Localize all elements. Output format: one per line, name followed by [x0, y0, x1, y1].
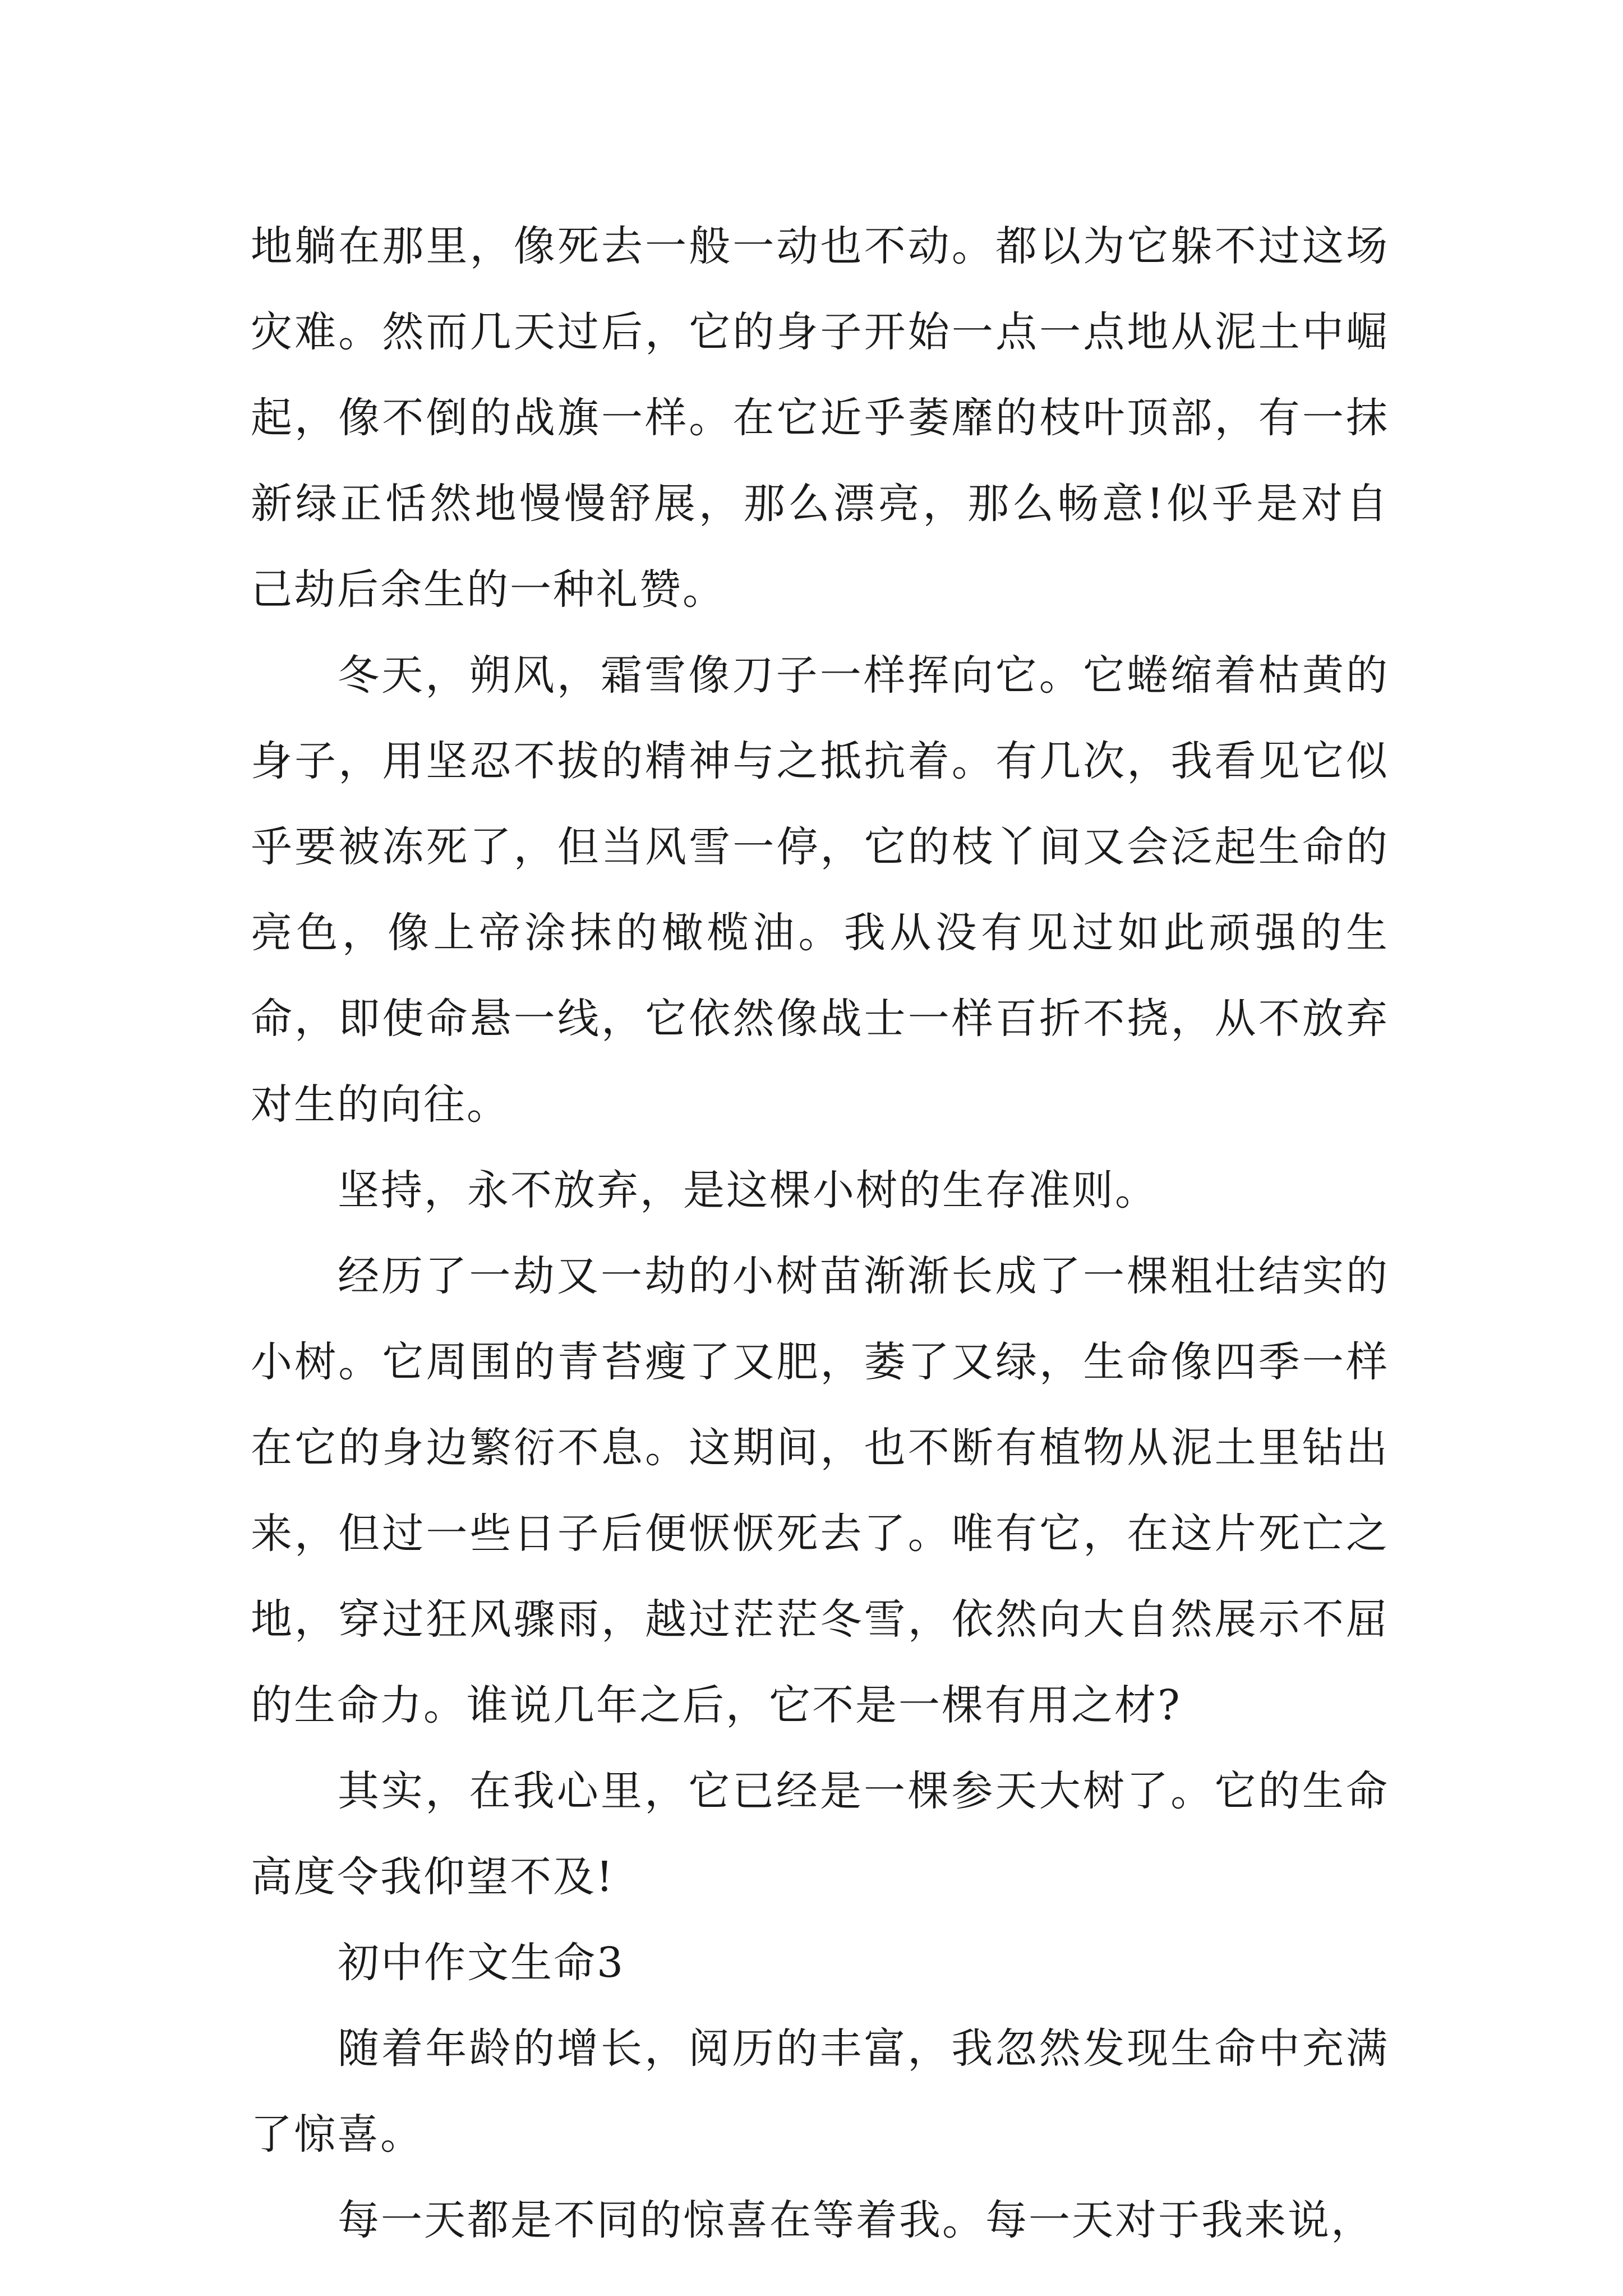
- paragraph: 每一天都是不同的惊喜在等着我。每一天对于我来说，: [338, 2196, 1374, 2244]
- section-heading: 初中作文生命3: [338, 1939, 625, 1987]
- paragraph: 经历了一劫又一劫的小树苗渐渐长成了一棵粗壮结实的小树。它周围的青苔瘦了又肥，萎了又绿，生命像四季一样在它的身边繁衍不息。这期间，也不断有植物从泥土里钻出来，但过一些日子后便恹恹死去了。唯有它，在这片死亡之地，穿过狂风骤雨，越过茫茫冬雪，依然向大自然展示不屈的生命力。谁说几年之后，它不是一棵有用之材?: [251, 1252, 1389, 1729]
- paragraph: 冬天，朔风，霜雪像刀子一样挥向它。它蜷缩着枯黄的身子，用坚忍不拔的精神与之抵抗着。有几次，我看见它似乎要被冻死了，但当风雪一停，它的枝丫间又会泛起生命的亮色，像上帝涂抹的橄榄油。我从没有见过如此顽强的生命，即使命悬一线，它依然像战士一样百折不挠，从不放弃对生的向往。: [251, 651, 1389, 1129]
- article-body: [251, 204, 1389, 2263]
- paragraph: 随着年龄的增长，阅历的丰富，我忽然发现生命中充满了惊喜。: [251, 2024, 1389, 2159]
- paragraph: 地躺在那里，像死去一般一动也不动。都以为它躲不过这场灾难。然而几天过后，它的身子开始一点一点地从泥土中崛起，像不倒的战旗一样。在它近乎萎靡的枝叶顶部，有一抹新绿正恬然地慢慢舒展，那么漂亮，那么畅意!似乎是对自己劫后余生的一种礼赞。: [251, 222, 1389, 614]
- paragraph: 坚持，永不放弃，是这棵小树的生存准则。: [338, 1166, 1158, 1214]
- paragraph: 其实，在我心里，它已经是一棵参天大树了。它的生命高度令我仰望不及!: [251, 1767, 1389, 1901]
